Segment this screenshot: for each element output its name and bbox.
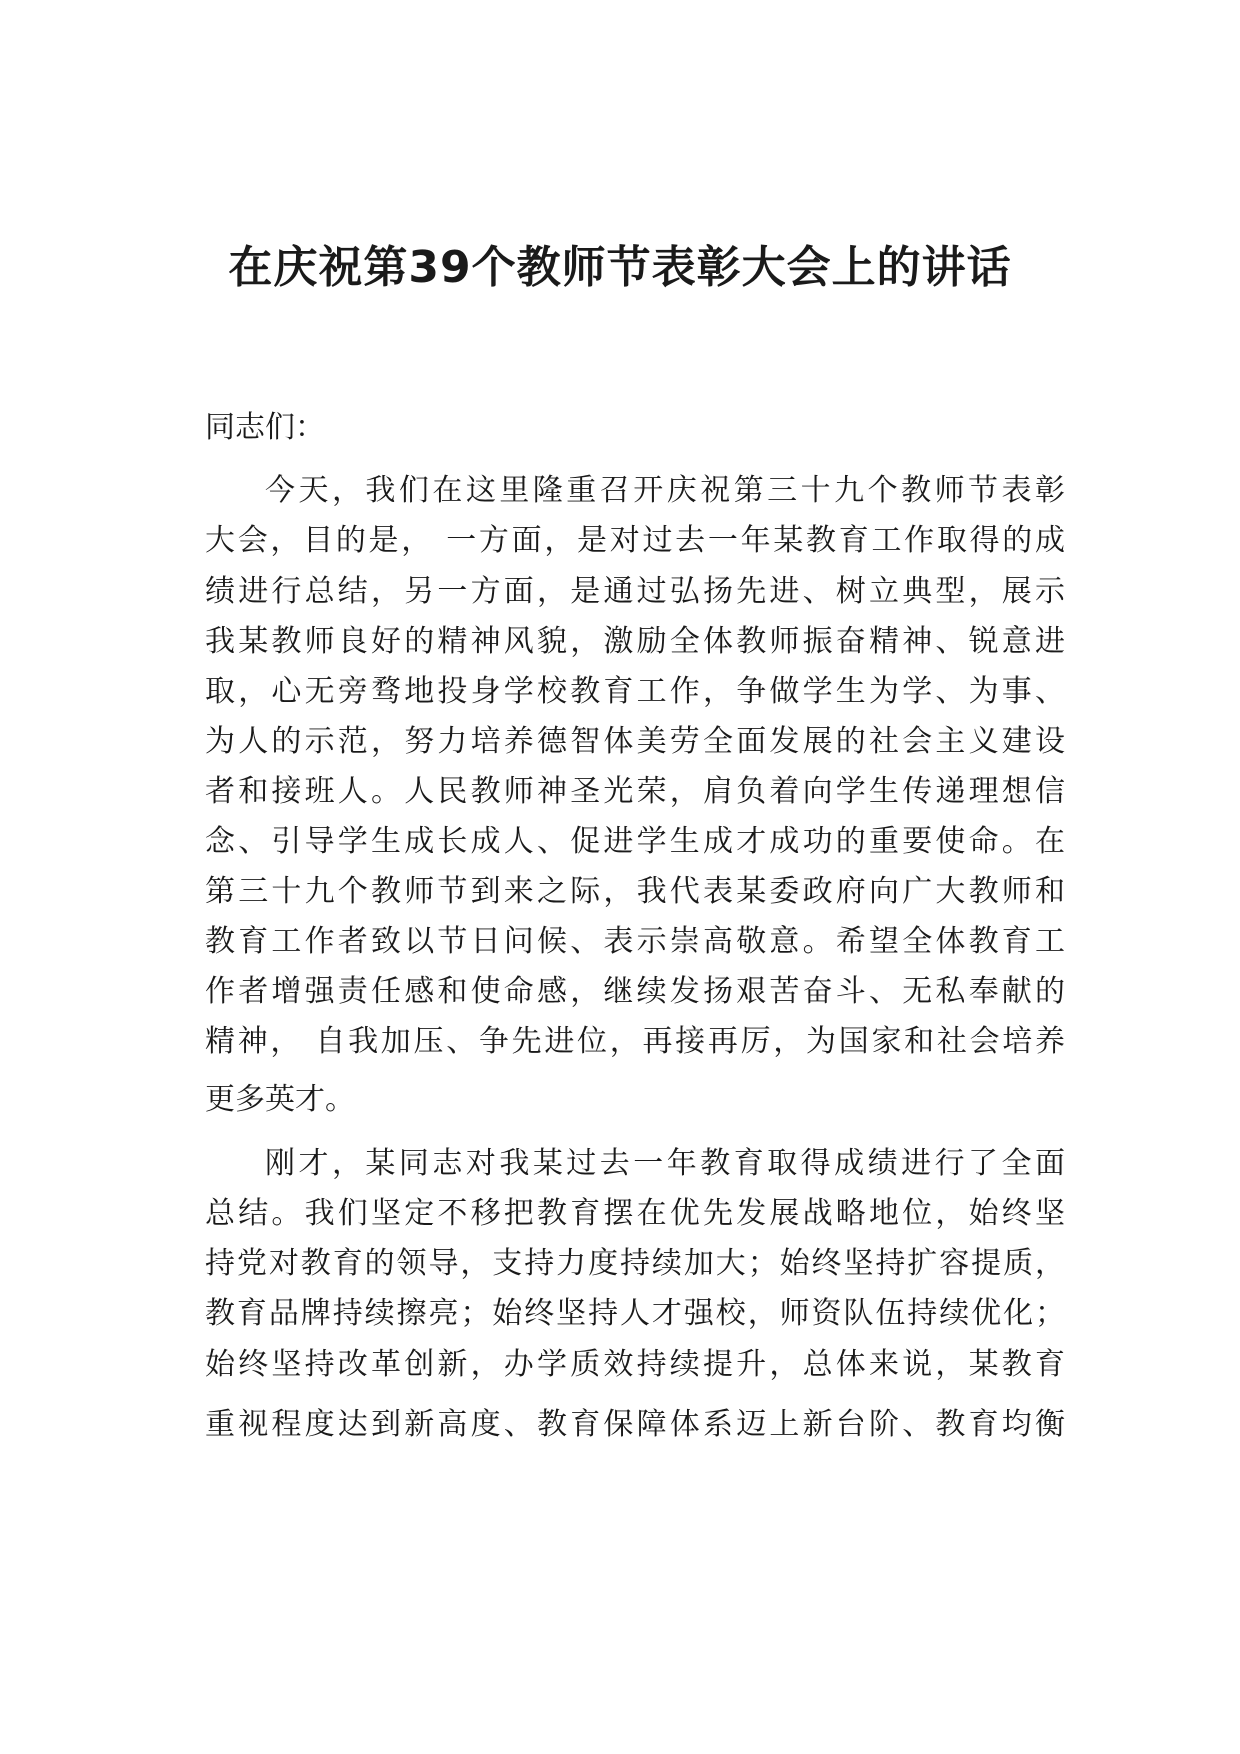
paragraph-1-line: 大会，目的是， 一方面，是对过去一年某教育工作取得的成 (205, 523, 1065, 558)
paragraph-1-line: 为人的示范，努力培养德智体美劳全面发展的社会主义建设 (205, 724, 1065, 759)
paragraph-1-line: 我某教师良好的精神风貌，激励全体教师振奋精神、锐意进 (205, 624, 1065, 659)
paragraph-2-line: 教育品牌持续擦亮；始终坚持人才强校，师资队伍持续优化； (205, 1296, 1065, 1331)
paragraph-1-line: 者和接班人。人民教师神圣光荣，肩负着向学生传递理想信 (205, 774, 1065, 809)
paragraph-2-line: 持党对教育的领导，支持力度持续加大；始终坚持扩容提质， (205, 1246, 1065, 1281)
salutation: 同志们： (205, 410, 325, 445)
paragraph-1-line: 精神， 自我加压、争先进位，再接再厉，为国家和社会培养 (205, 1024, 1065, 1059)
paragraph-2-line: 重视程度达到新高度、教育保障体系迈上新台阶、教育均衡 (205, 1407, 1065, 1442)
paragraph-2-line: 总结。我们坚定不移把教育摆在优先发展战略地位，始终坚 (205, 1196, 1065, 1231)
paragraph-1-line: 作者增强责任感和使命感，继续发扬艰苦奋斗、无私奉献的 (205, 974, 1065, 1009)
paragraph-1-line: 取，心无旁骛地投身学校教育工作，争做学生为学、为事、 (205, 674, 1065, 709)
paragraph-1-line: 更多英才。 (205, 1082, 355, 1117)
paragraph-1-line: 今天，我们在这里隆重召开庆祝第三十九个教师节表彰 (265, 473, 1065, 508)
paragraph-1-line: 教育工作者致以节日问候、表示崇高敬意。希望全体教育工 (205, 924, 1065, 959)
paragraph-2-line: 刚才，某同志对我某过去一年教育取得成绩进行了全面 (265, 1146, 1065, 1181)
document-title: 在庆祝第39个教师节表彰大会上的讲话 (228, 242, 1012, 293)
paragraph-1-line: 念、引导学生成长成人、促进学生成才成功的重要使命。在 (205, 824, 1065, 859)
paragraph-1-line: 绩进行总结，另一方面，是通过弘扬先进、树立典型，展示 (205, 574, 1065, 609)
paragraph-2-line: 始终坚持改革创新，办学质效持续提升，总体来说，某教育 (205, 1347, 1065, 1382)
paragraph-1-line: 第三十九个教师节到来之际，我代表某委政府向广大教师和 (205, 874, 1065, 909)
